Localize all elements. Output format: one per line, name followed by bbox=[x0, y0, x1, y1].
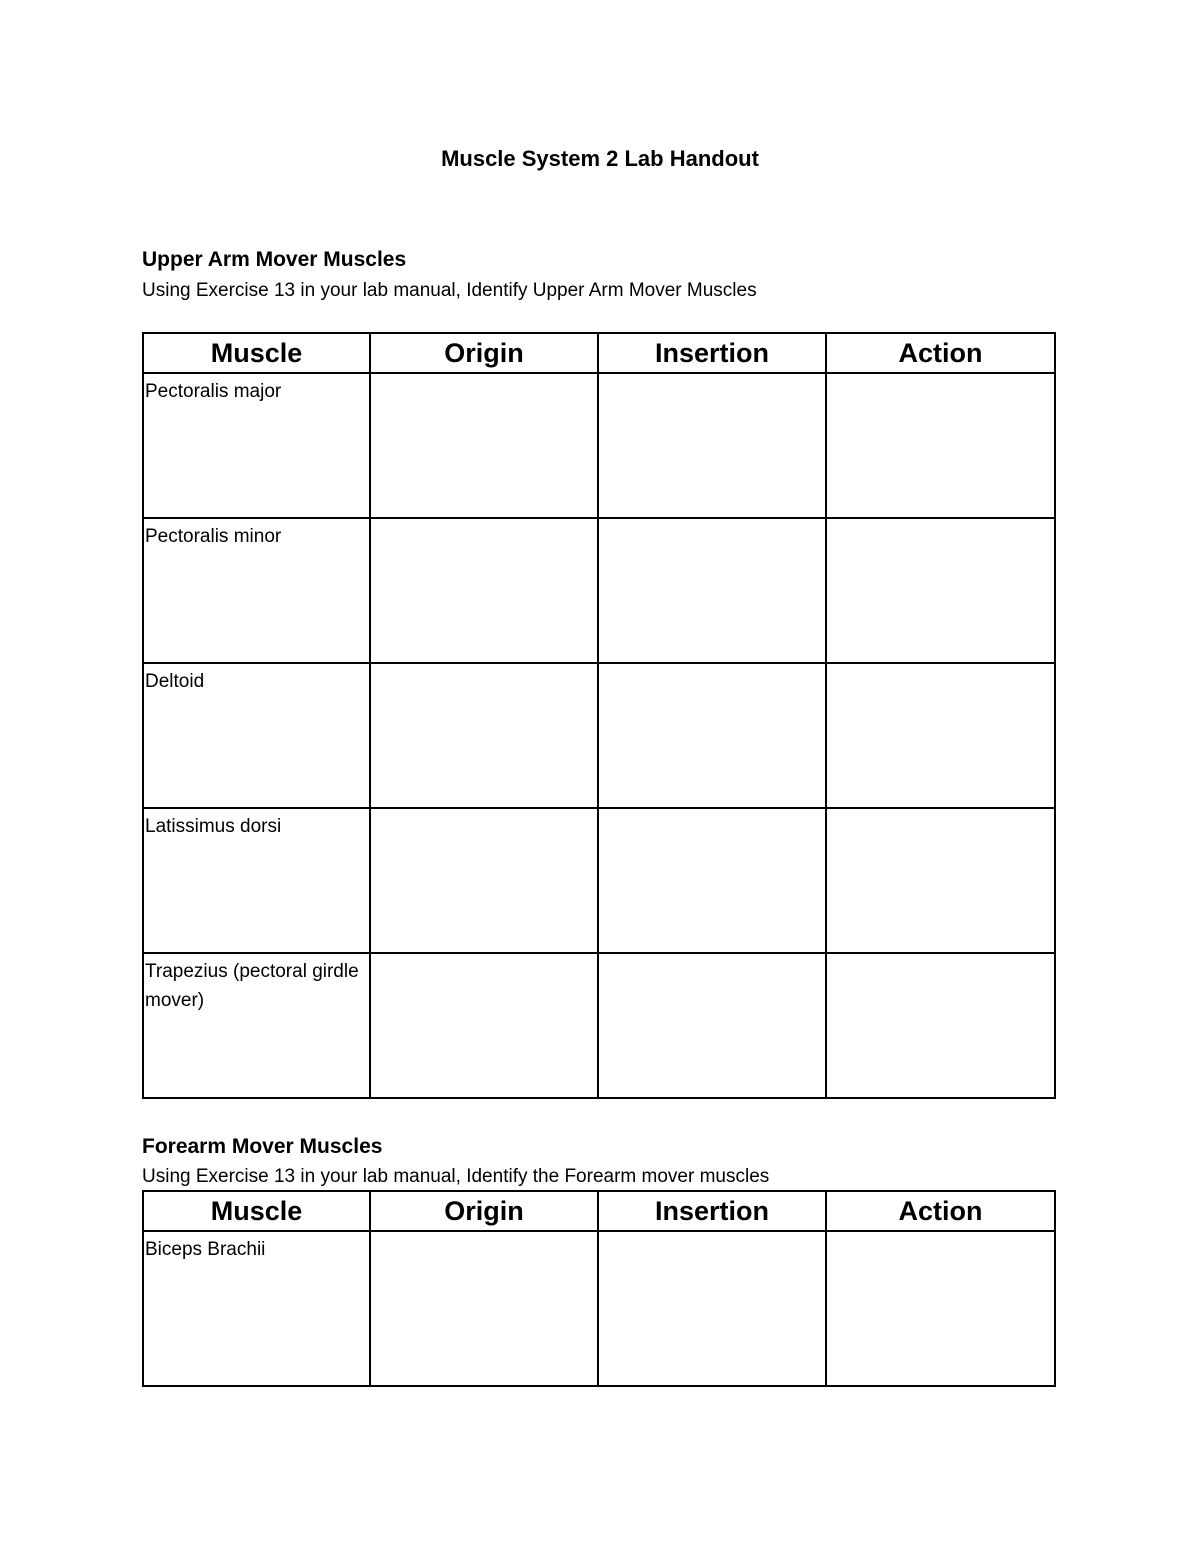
table-row bbox=[143, 663, 1055, 808]
header-row bbox=[143, 333, 1055, 373]
header-row bbox=[143, 1191, 1055, 1231]
action-cell[interactable] bbox=[826, 953, 1055, 1098]
table-row bbox=[143, 1231, 1055, 1386]
origin-cell[interactable] bbox=[370, 1231, 598, 1386]
muscle-name-cell: Trapezius (pectoral girdle mover) bbox=[143, 953, 370, 1098]
insertion-cell[interactable] bbox=[598, 663, 826, 808]
upper-arm-heading: Upper Arm Mover Muscles bbox=[142, 248, 407, 271]
upper-arm-table bbox=[142, 332, 1056, 1099]
origin-cell[interactable] bbox=[370, 953, 598, 1098]
muscle-name-cell: Biceps Brachii bbox=[143, 1231, 370, 1386]
column-header-insertion: Insertion bbox=[598, 1191, 826, 1231]
muscle-name-cell: Pectoralis major bbox=[143, 373, 370, 518]
muscle-name-cell: Pectoralis minor bbox=[143, 518, 370, 663]
insertion-cell[interactable] bbox=[598, 953, 826, 1098]
muscle-name-cell: Latissimus dorsi bbox=[143, 808, 370, 953]
forearm-instructions: Using Exercise 13 in your lab manual, Identify the Forearm mover muscles bbox=[142, 1166, 770, 1187]
column-header-muscle: Muscle bbox=[143, 333, 370, 373]
action-cell[interactable] bbox=[826, 808, 1055, 953]
column-header-origin: Origin bbox=[370, 333, 598, 373]
forearm-heading: Forearm Mover Muscles bbox=[142, 1135, 383, 1158]
upper-arm-instructions: Using Exercise 13 in your lab manual, Identify Upper Arm Mover Muscles bbox=[142, 280, 757, 301]
table-row bbox=[143, 953, 1055, 1098]
insertion-cell[interactable] bbox=[598, 808, 826, 953]
table-row bbox=[143, 518, 1055, 663]
insertion-cell[interactable] bbox=[598, 518, 826, 663]
action-cell[interactable] bbox=[826, 518, 1055, 663]
column-header-action: Action bbox=[826, 1191, 1055, 1231]
action-cell[interactable] bbox=[826, 1231, 1055, 1386]
column-header-muscle: Muscle bbox=[143, 1191, 370, 1231]
origin-cell[interactable] bbox=[370, 663, 598, 808]
origin-cell[interactable] bbox=[370, 518, 598, 663]
table-row bbox=[143, 808, 1055, 953]
page-title: Muscle System 2 Lab Handout bbox=[441, 146, 759, 171]
muscle-name-cell: Deltoid bbox=[143, 663, 370, 808]
origin-cell[interactable] bbox=[370, 808, 598, 953]
insertion-cell[interactable] bbox=[598, 373, 826, 518]
action-cell[interactable] bbox=[826, 373, 1055, 518]
action-cell[interactable] bbox=[826, 663, 1055, 808]
forearm-table bbox=[142, 1190, 1056, 1387]
origin-cell[interactable] bbox=[370, 373, 598, 518]
table-row bbox=[143, 373, 1055, 518]
column-header-insertion: Insertion bbox=[598, 333, 826, 373]
column-header-origin: Origin bbox=[370, 1191, 598, 1231]
insertion-cell[interactable] bbox=[598, 1231, 826, 1386]
column-header-action: Action bbox=[826, 333, 1055, 373]
